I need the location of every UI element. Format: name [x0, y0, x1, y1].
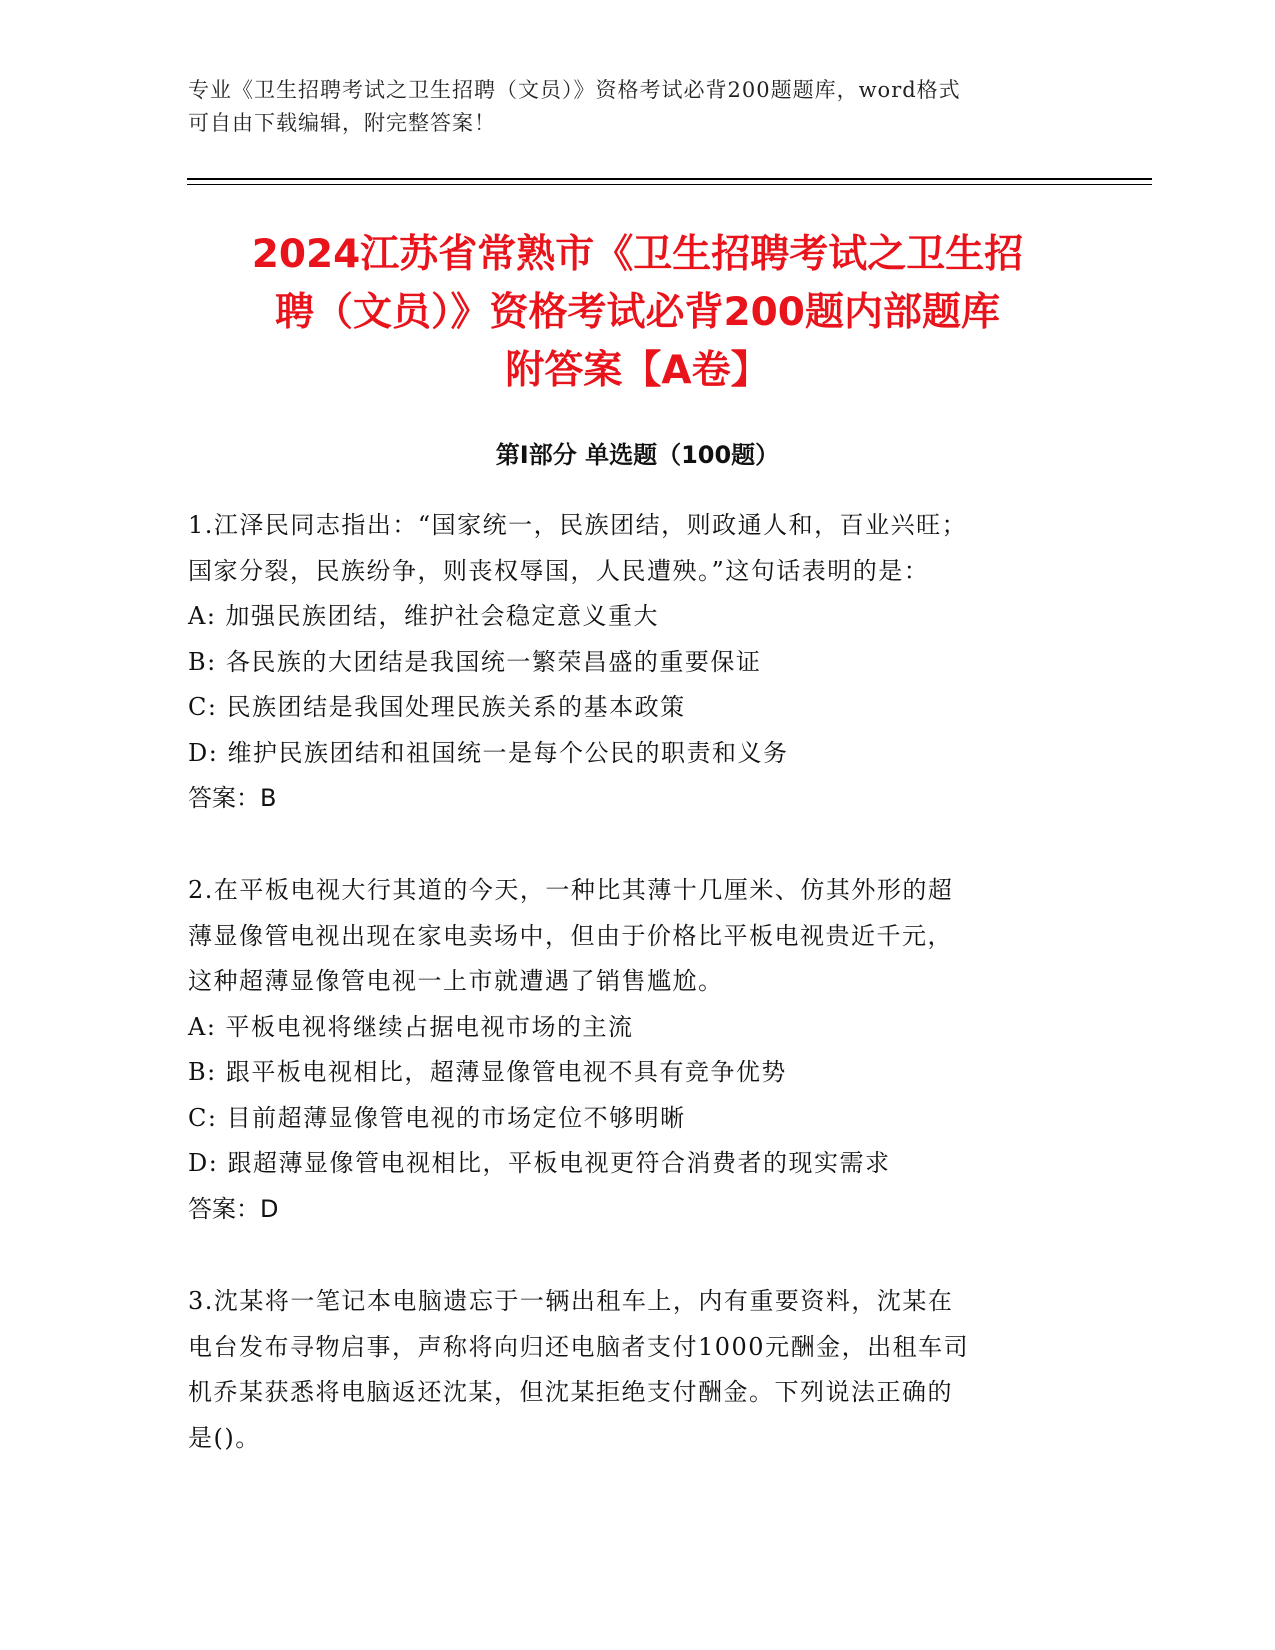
question-1-option-b: B: 各民族的大团结是我国统一繁荣昌盛的重要保证 [188, 647, 762, 676]
question-2-option-c: C: 目前超薄显像管电视的市场定位不够明晰 [188, 1103, 686, 1132]
document-title-line-1: 2024江苏省常熟市《卫生招聘考试之卫生招 [251, 232, 1024, 277]
question-1-stem-line-1: 1.江泽民同志指出：“国家统一，民族团结，则政通人和，百业兴旺； [188, 511, 968, 539]
question-1-option-c: C: 民族团结是我国处理民族关系的基本政策 [188, 693, 686, 721]
question-2-stem-line-2: 薄显像管电视出现在家电卖场中，但由于价格比平板电视贵近千元， [188, 921, 953, 950]
section-heading: 第Ⅰ部分 单选题（100题） [495, 441, 780, 469]
question-2-option-b: B: 跟平板电视相比，超薄显像管电视不具有竞争优势 [188, 1058, 787, 1086]
document-title-line-2: 聘（文员）》资格考试必背200题内部题库 [275, 290, 1000, 335]
header-divider-thin [187, 184, 1152, 185]
header-divider-thick [187, 178, 1152, 180]
question-1-option-a: A: 加强民族团结，维护社会稳定意义重大 [188, 602, 660, 630]
question-3-stem-line-4: 是()。 [188, 1423, 261, 1452]
question-2-answer: 答案：D [188, 1194, 279, 1223]
question-2-stem-line-3: 这种超薄显像管电视一上市就遭遇了销售尴尬。 [188, 967, 724, 995]
document-title [150, 226, 1125, 400]
question-1 [188, 503, 1088, 822]
question-1-answer: 答案：B [188, 784, 277, 812]
question-2-option-d: D: 跟超薄显像管电视相比，平板电视更符合消费者的现实需求 [188, 1149, 891, 1177]
question-3-stem-line-1: 3.沈某将一笔记本电脑遗忘于一辆出租车上，内有重要资料，沈某在 [188, 1287, 954, 1315]
question-2-option-a: A: 平板电视将继续占据电视市场的主流 [188, 1012, 634, 1041]
question-3-stem-line-2: 电台发布寻物启事，声称将向归还电脑者支付1000元酬金，出租车司 [188, 1332, 970, 1361]
question-2 [188, 868, 1088, 1232]
question-1-stem-line-2: 国家分裂，民族纷争，则丧权辱国，人民遭殃。”这句话表明的是： [188, 556, 930, 585]
header-note-line-2: 可自由下载编辑，附完整答案！ [188, 111, 496, 135]
question-3-stem-line-3: 机乔某获悉将电脑返还沈某，但沈某拒绝支付酬金。下列说法正确的 [188, 1378, 953, 1406]
question-1-option-d: D: 维护民族团结和祖国统一是每个公民的职责和义务 [188, 738, 789, 767]
question-2-stem-line-1: 2.在平板电视大行其道的今天，一种比其薄十几厘米、仿其外形的超 [188, 876, 954, 904]
question-3 [188, 1279, 1088, 1461]
header-note-line-1: 专业《卫生招聘考试之卫生招聘（文员）》资格考试必背200题题库，word格式 [188, 78, 961, 102]
header-note [188, 74, 1088, 140]
document-title-line-3: 附答案【A卷】 [505, 348, 770, 393]
